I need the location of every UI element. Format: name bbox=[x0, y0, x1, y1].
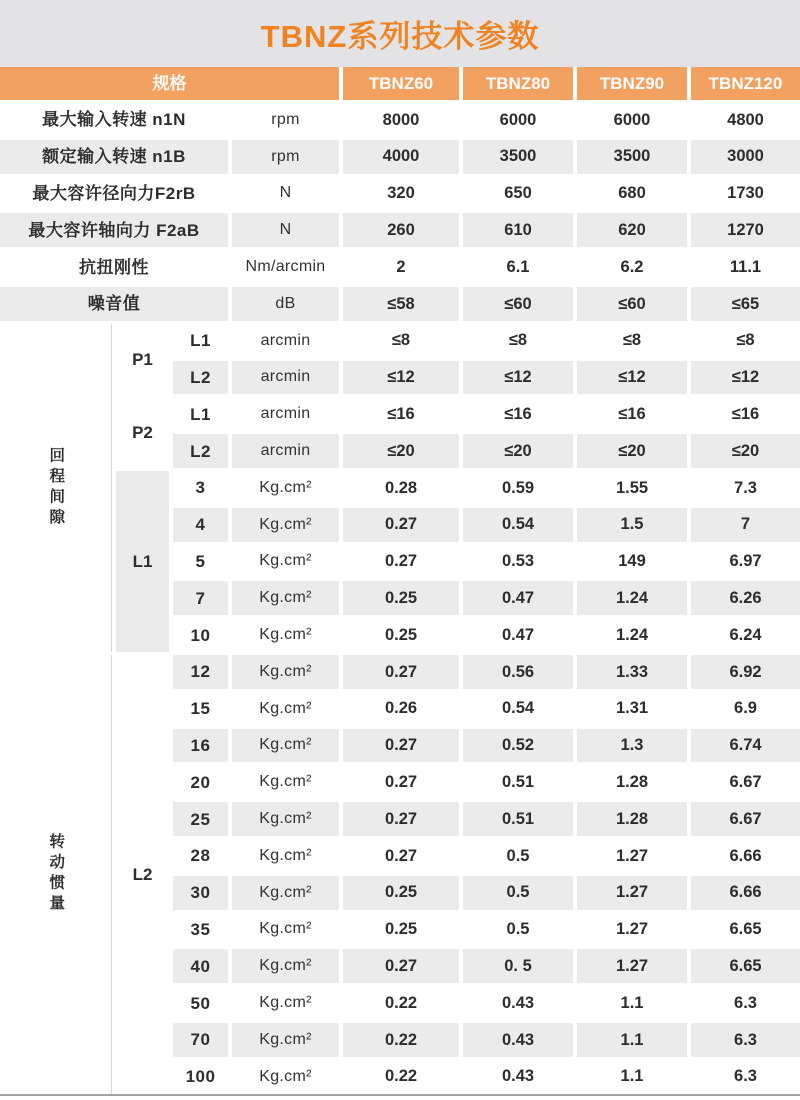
value-cell: 650 bbox=[463, 177, 573, 211]
param-label-cell: 噪音值 bbox=[0, 287, 228, 321]
value-cell: 0.52 bbox=[463, 729, 573, 763]
value-cell: 6.66 bbox=[691, 839, 800, 873]
value-cell: 6000 bbox=[577, 103, 687, 137]
value-cell: 0.5 bbox=[463, 876, 573, 910]
value-cell: 260 bbox=[343, 213, 459, 247]
value-cell: 4000 bbox=[343, 140, 459, 174]
precision-class-cell: P1 bbox=[116, 324, 169, 395]
value-cell: 0.27 bbox=[343, 765, 459, 799]
value-cell: ≤8 bbox=[577, 324, 687, 358]
unit-cell: Kg.cm² bbox=[232, 876, 339, 910]
value-cell: 1.24 bbox=[577, 581, 687, 615]
ratio-cell: 7 bbox=[173, 581, 228, 615]
value-cell: 0.51 bbox=[463, 802, 573, 836]
value-cell: 1.24 bbox=[577, 618, 687, 652]
value-cell: 1.33 bbox=[577, 655, 687, 689]
value-cell: 1.27 bbox=[577, 839, 687, 873]
value-cell: 320 bbox=[343, 177, 459, 211]
page-title: TBNZ系列技术参数 bbox=[260, 19, 540, 54]
unit-cell: arcmin bbox=[232, 434, 339, 468]
unit-cell: Nm/arcmin bbox=[232, 250, 339, 284]
ratio-cell: 15 bbox=[173, 692, 228, 726]
value-cell: 1.1 bbox=[577, 1060, 687, 1094]
value-cell: 1.31 bbox=[577, 692, 687, 726]
value-cell: 0.54 bbox=[463, 508, 573, 542]
value-cell: 1.1 bbox=[577, 1023, 687, 1057]
value-cell: ≤8 bbox=[463, 324, 573, 358]
ratio-cell: 4 bbox=[173, 508, 228, 542]
unit-cell: arcmin bbox=[232, 361, 339, 395]
value-cell: 0.43 bbox=[463, 1060, 573, 1094]
value-cell: 6.1 bbox=[463, 250, 573, 284]
value-cell: 0.43 bbox=[463, 1023, 573, 1057]
value-cell: 6.66 bbox=[691, 876, 800, 910]
level-cell: L2 bbox=[173, 434, 228, 468]
value-cell: 6.74 bbox=[691, 729, 800, 763]
value-cell: 1.1 bbox=[577, 986, 687, 1020]
value-cell: 6.65 bbox=[691, 913, 800, 947]
value-cell: ≤12 bbox=[463, 361, 573, 395]
unit-cell: rpm bbox=[232, 103, 339, 137]
value-cell: 0.22 bbox=[343, 1060, 459, 1094]
value-cell: ≤58 bbox=[343, 287, 459, 321]
unit-cell: rpm bbox=[232, 140, 339, 174]
value-cell: 0.25 bbox=[343, 618, 459, 652]
unit-cell: Kg.cm² bbox=[232, 545, 339, 579]
value-cell: 1.27 bbox=[577, 876, 687, 910]
ratio-cell: 35 bbox=[173, 913, 228, 947]
value-cell: 0.59 bbox=[463, 471, 573, 505]
ratio-cell: 16 bbox=[173, 729, 228, 763]
value-cell: 0.26 bbox=[343, 692, 459, 726]
ratio-cell: 100 bbox=[173, 1060, 228, 1094]
value-cell: 0.47 bbox=[463, 618, 573, 652]
value-cell: ≤20 bbox=[577, 434, 687, 468]
value-cell: 6.67 bbox=[691, 802, 800, 836]
ratio-cell: 40 bbox=[173, 949, 228, 983]
value-cell: 6.67 bbox=[691, 765, 800, 799]
ratio-cell: 25 bbox=[173, 802, 228, 836]
ratio-cell: 50 bbox=[173, 986, 228, 1020]
value-cell: ≤16 bbox=[691, 397, 800, 431]
param-label-cell: 额定输入转速 n1B bbox=[0, 140, 228, 174]
value-cell: ≤20 bbox=[463, 434, 573, 468]
value-cell: 1.27 bbox=[577, 949, 687, 983]
section-label-cell: L2 bbox=[116, 655, 169, 1094]
backlash-group-label: 回程间隙 bbox=[0, 324, 112, 652]
value-cell: 1.27 bbox=[577, 913, 687, 947]
value-cell: ≤60 bbox=[463, 287, 573, 321]
unit-cell: Kg.cm² bbox=[232, 949, 339, 983]
value-cell: 11.1 bbox=[691, 250, 800, 284]
unit-cell: Kg.cm² bbox=[232, 839, 339, 873]
level-cell: L2 bbox=[173, 361, 228, 395]
param-label-cell: 抗扭刚性 bbox=[0, 250, 228, 284]
value-cell: 0.53 bbox=[463, 545, 573, 579]
value-cell: 6000 bbox=[463, 103, 573, 137]
value-cell: 0.27 bbox=[343, 545, 459, 579]
unit-cell: Kg.cm² bbox=[232, 765, 339, 799]
unit-cell: arcmin bbox=[232, 324, 339, 358]
ratio-cell: 3 bbox=[173, 471, 228, 505]
value-cell: 6.26 bbox=[691, 581, 800, 615]
value-cell: 620 bbox=[577, 213, 687, 247]
value-cell: ≤12 bbox=[343, 361, 459, 395]
value-cell: 0.27 bbox=[343, 508, 459, 542]
unit-cell: Kg.cm² bbox=[232, 1023, 339, 1057]
value-cell: 0.5 bbox=[463, 839, 573, 873]
value-cell: ≤16 bbox=[577, 397, 687, 431]
ratio-cell: 12 bbox=[173, 655, 228, 689]
value-cell: 2 bbox=[343, 250, 459, 284]
value-cell: 1.3 bbox=[577, 729, 687, 763]
ratio-cell: 70 bbox=[173, 1023, 228, 1057]
value-cell: 3500 bbox=[463, 140, 573, 174]
value-cell: 0.22 bbox=[343, 986, 459, 1020]
value-cell: 6.65 bbox=[691, 949, 800, 983]
table-bottom-border bbox=[0, 1094, 800, 1096]
unit-cell: Kg.cm² bbox=[232, 692, 339, 726]
value-cell: 1.55 bbox=[577, 471, 687, 505]
value-cell: ≤8 bbox=[691, 324, 800, 358]
value-cell: 0.25 bbox=[343, 913, 459, 947]
value-cell: 0.5 bbox=[463, 913, 573, 947]
value-cell: ≤8 bbox=[343, 324, 459, 358]
unit-cell: Kg.cm² bbox=[232, 802, 339, 836]
precision-class-cell: P2 bbox=[116, 397, 169, 468]
value-cell: 4800 bbox=[691, 103, 800, 137]
ratio-cell: 10 bbox=[173, 618, 228, 652]
model-header-cell: TBNZ90 bbox=[577, 67, 687, 100]
level-cell: L1 bbox=[173, 324, 228, 358]
unit-cell: Kg.cm² bbox=[232, 913, 339, 947]
model-header-cell: TBNZ60 bbox=[343, 67, 459, 100]
value-cell: 3000 bbox=[691, 140, 800, 174]
level-cell: L1 bbox=[173, 397, 228, 431]
value-cell: 6.97 bbox=[691, 545, 800, 579]
spec-header-cell: 规格 bbox=[0, 67, 339, 100]
value-cell: 680 bbox=[577, 177, 687, 211]
value-cell: 0.54 bbox=[463, 692, 573, 726]
value-cell: 6.2 bbox=[577, 250, 687, 284]
unit-cell: Kg.cm² bbox=[232, 508, 339, 542]
unit-cell: arcmin bbox=[232, 397, 339, 431]
unit-cell: Kg.cm² bbox=[232, 729, 339, 763]
value-cell: ≤20 bbox=[691, 434, 800, 468]
value-cell: ≤12 bbox=[577, 361, 687, 395]
value-cell: 0.47 bbox=[463, 581, 573, 615]
value-cell: 6.3 bbox=[691, 1023, 800, 1057]
inertia-group-label: 转动惯量 bbox=[0, 655, 112, 1094]
value-cell: ≤12 bbox=[691, 361, 800, 395]
value-cell: 0.25 bbox=[343, 876, 459, 910]
unit-cell: Kg.cm² bbox=[232, 581, 339, 615]
value-cell: 610 bbox=[463, 213, 573, 247]
unit-cell: Kg.cm² bbox=[232, 471, 339, 505]
value-cell: 6.3 bbox=[691, 1060, 800, 1094]
value-cell: 0.27 bbox=[343, 655, 459, 689]
model-header-cell: TBNZ120 bbox=[691, 67, 800, 100]
unit-cell: dB bbox=[232, 287, 339, 321]
unit-cell: Kg.cm² bbox=[232, 1060, 339, 1094]
unit-cell: Kg.cm² bbox=[232, 986, 339, 1020]
value-cell: 0.56 bbox=[463, 655, 573, 689]
value-cell: 1.5 bbox=[577, 508, 687, 542]
value-cell: 6.92 bbox=[691, 655, 800, 689]
value-cell: 0.25 bbox=[343, 581, 459, 615]
value-cell: ≤20 bbox=[343, 434, 459, 468]
value-cell: 0.22 bbox=[343, 1023, 459, 1057]
value-cell: 3500 bbox=[577, 140, 687, 174]
unit-cell: Kg.cm² bbox=[232, 655, 339, 689]
model-header-cell: TBNZ80 bbox=[463, 67, 573, 100]
value-cell: 6.3 bbox=[691, 986, 800, 1020]
value-cell: 0.51 bbox=[463, 765, 573, 799]
value-cell: 6.9 bbox=[691, 692, 800, 726]
value-cell: ≤16 bbox=[343, 397, 459, 431]
value-cell: 149 bbox=[577, 545, 687, 579]
value-cell: 1.28 bbox=[577, 765, 687, 799]
unit-cell: N bbox=[232, 213, 339, 247]
ratio-cell: 28 bbox=[173, 839, 228, 873]
value-cell: 1270 bbox=[691, 213, 800, 247]
value-cell: 0.27 bbox=[343, 729, 459, 763]
unit-cell: Kg.cm² bbox=[232, 618, 339, 652]
value-cell: 0. 5 bbox=[463, 949, 573, 983]
value-cell: ≤60 bbox=[577, 287, 687, 321]
title-band bbox=[0, 0, 800, 67]
value-cell: 8000 bbox=[343, 103, 459, 137]
value-cell: 6.24 bbox=[691, 618, 800, 652]
value-cell: 1.28 bbox=[577, 802, 687, 836]
ratio-cell: 20 bbox=[173, 765, 228, 799]
value-cell: 0.27 bbox=[343, 802, 459, 836]
ratio-cell: 5 bbox=[173, 545, 228, 579]
section-label-cell: L1 bbox=[116, 471, 169, 652]
spec-table bbox=[0, 67, 800, 1094]
ratio-cell: 30 bbox=[173, 876, 228, 910]
unit-cell: N bbox=[232, 177, 339, 211]
value-cell: 0.27 bbox=[343, 949, 459, 983]
value-cell: ≤16 bbox=[463, 397, 573, 431]
value-cell: 0.28 bbox=[343, 471, 459, 505]
param-label-cell: 最大容许轴向力 F2aB bbox=[0, 213, 228, 247]
param-label-cell: 最大容许径向力F2rB bbox=[0, 177, 228, 211]
value-cell: 0.27 bbox=[343, 839, 459, 873]
value-cell: 0.43 bbox=[463, 986, 573, 1020]
value-cell: ≤65 bbox=[691, 287, 800, 321]
param-label-cell: 最大输入转速 n1N bbox=[0, 103, 228, 137]
value-cell: 7.3 bbox=[691, 471, 800, 505]
value-cell: 7 bbox=[691, 508, 800, 542]
value-cell: 1730 bbox=[691, 177, 800, 211]
